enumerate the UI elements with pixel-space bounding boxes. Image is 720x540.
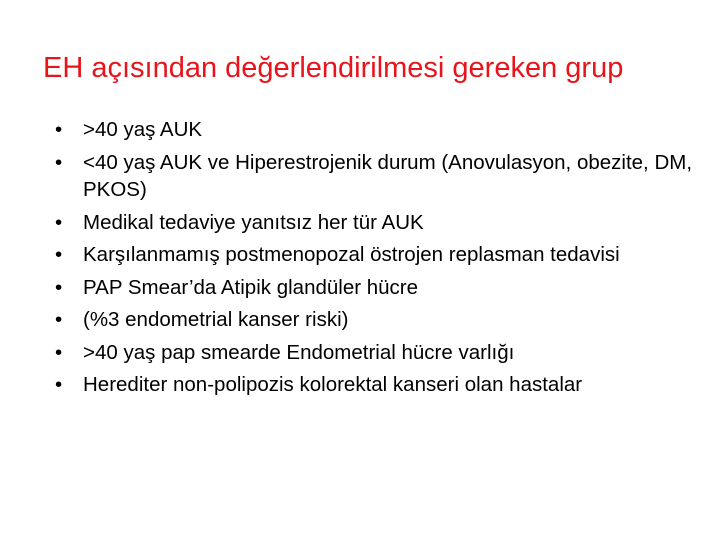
- bullet-item: [55, 306, 695, 334]
- bullet-marker: •: [55, 308, 63, 331]
- bullet-marker: •: [55, 150, 63, 174]
- bullet-item: [55, 209, 695, 237]
- bullet-marker: •: [55, 373, 63, 396]
- bullet-marker: •: [55, 340, 63, 364]
- bullet-item: [55, 371, 695, 399]
- bullet-text: Medikal tedaviye yanıtsız her tür AUK: [83, 210, 424, 234]
- bullet-item: [55, 149, 695, 204]
- bullet-marker: •: [55, 243, 63, 266]
- bullet-text: (%3 endometrial kanser riski): [83, 308, 349, 331]
- bullet-item: [55, 116, 695, 144]
- bullet-text: >40 yaş AUK: [83, 118, 203, 141]
- slide-title: EH açısından değerlendirilmesi gereken grup: [43, 52, 624, 84]
- bullet-text: Herediter non-polipozis kolorektal kanseri olan hastalar: [83, 373, 583, 396]
- bullet-marker: •: [55, 275, 63, 299]
- bullet-text: >40 yaş pap smearde Endometrial hücre varlığı: [83, 340, 515, 364]
- bullet-text: <40 yaş AUK ve Hiperestrojenik durum (Anovulasyon, obezite, DM, PKOS): [83, 150, 693, 201]
- bullet-list: [55, 116, 695, 404]
- bullet-item: [55, 274, 695, 302]
- bullet-text: Karşılanmamış postmenopozal östrojen replasman tedavisi: [83, 243, 620, 266]
- bullet-text: PAP Smear’da Atipik glandüler hücre: [83, 275, 419, 299]
- bullet-marker: •: [55, 210, 63, 234]
- bullet-item: [55, 339, 695, 367]
- bullet-item: [55, 241, 695, 269]
- bullet-marker: •: [55, 118, 63, 141]
